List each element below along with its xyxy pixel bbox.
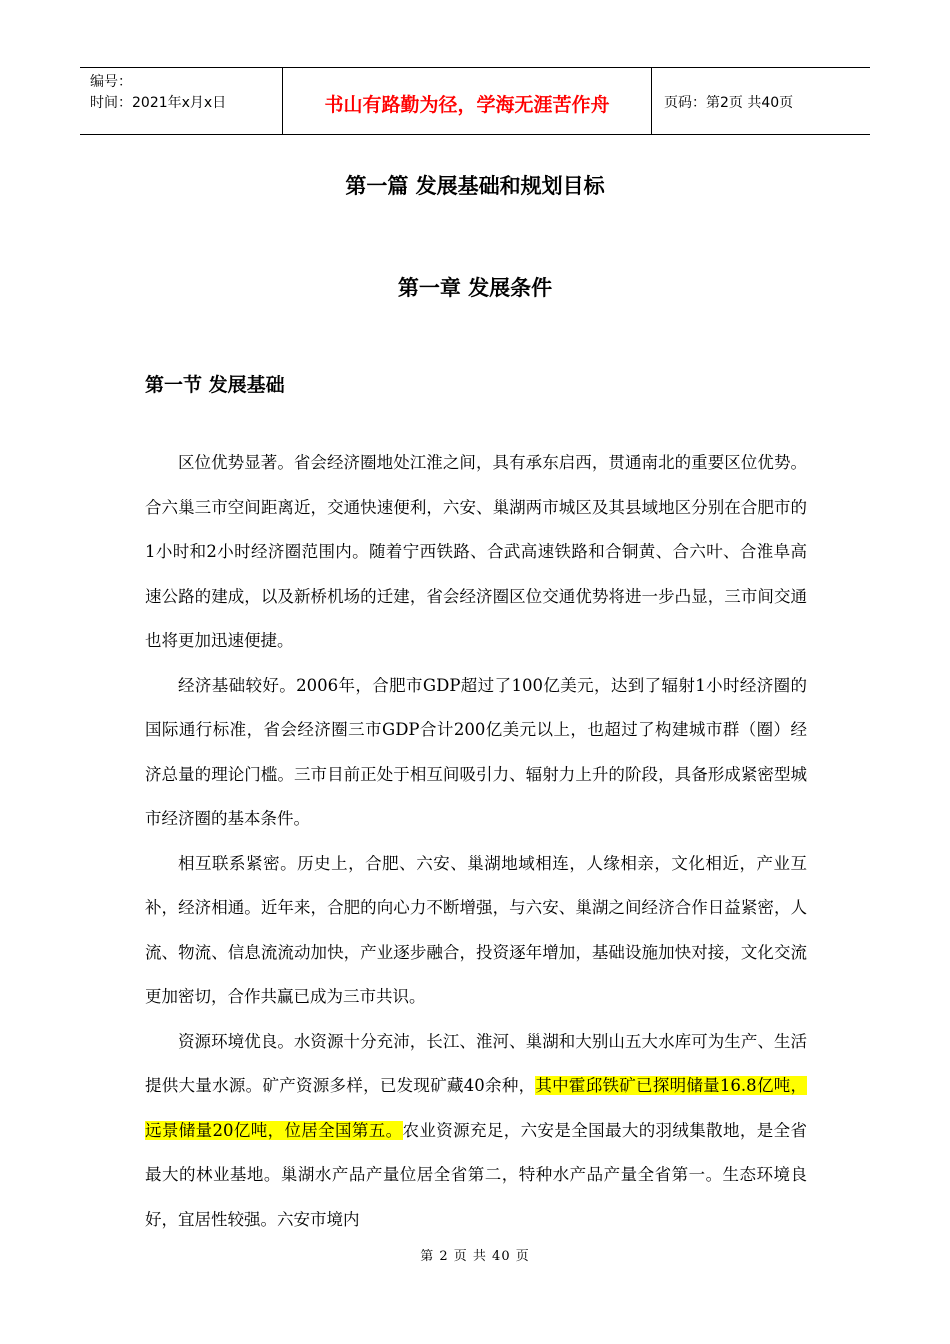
header-page-info: 页码：第2页 共40页 xyxy=(664,95,794,111)
page-footer: 第 2 页 共 40 页 xyxy=(420,1249,530,1264)
header-meta xyxy=(80,68,282,134)
paragraph-resources xyxy=(145,1020,807,1243)
body-text xyxy=(145,441,807,1242)
paragraph-connections: 相互联系紧密。历史上，合肥、六安、巢湖地域相连，人缘相亲，文化相近，产业互补，经济相通。近年来，合肥的向心力不断增强，与六安、巢湖之间经济合作日益紧密，人流、物流、信息流流动加快，产业逐步融合，投资逐年增加，基础设施加快对接，文化交流更加密切，合作共赢已成为三市共识。 xyxy=(145,853,807,1006)
paragraph-economy: 经济基础较好。2006年，合肥市GDP超过了100亿美元，达到了辐射1小时经济圈的国际通行标准，省会经济圈三市GDP合计200亿美元以上，也超过了构建城市群（圈）经济总量的理论门槛。三市目前正处于相互间吸引力、辐射力上升的阶段，具备形成紧密型城市经济圈的基本条件。 xyxy=(145,675,807,828)
section-title: 第一节 发展基础 xyxy=(145,374,285,396)
resources-text-end: 农业资源充足，六安是全国最大的羽绒集散地，是全省最大的林业基地。巢湖水产品产量位居全省第二，特种水产品产量全省第一。生态环境良好，宜居性较强。六安市境内 xyxy=(145,1120,808,1229)
part-title: 第一篇 发展基础和规划目标 xyxy=(345,174,605,198)
paragraph-location: 区位优势显著。省会经济圈地处江淮之间，具有承东启西，贯通南北的重要区位优势。合六巢三市空间距离近，交通快速便利，六安、巢湖两市城区及其县域地区分别在合肥市的1小时和2小时经济圈范围内。随着宁西铁路、合武高速铁路和合铜黄、合六叶、合淮阜高速公路的建成，以及新桥机场的迁建，省会经济圈区位交通优势将进一步凸显，三市间交通也将更加迅速便捷。 xyxy=(145,453,807,650)
header-motto: 书山有路勤为径，学海无涯苦作舟 xyxy=(282,68,652,134)
highlighted-text: 其中霍邱铁矿已探明储量16.8亿吨，远景储量20亿吨，位居全国第五。 xyxy=(145,1076,807,1140)
date-label: 时间：2021年x月x日 xyxy=(90,95,227,111)
resources-text-start: 资源环境优良。水资源十分充沛，长江、淮河、巢湖和大别山五大水库可为生产、生活提供大量水源。矿产资源多样，已发现矿藏40余种， xyxy=(145,1031,807,1095)
number-label: 编号： xyxy=(90,74,132,90)
page-header xyxy=(80,67,870,135)
chapter-title: 第一章 发展条件 xyxy=(397,276,553,300)
